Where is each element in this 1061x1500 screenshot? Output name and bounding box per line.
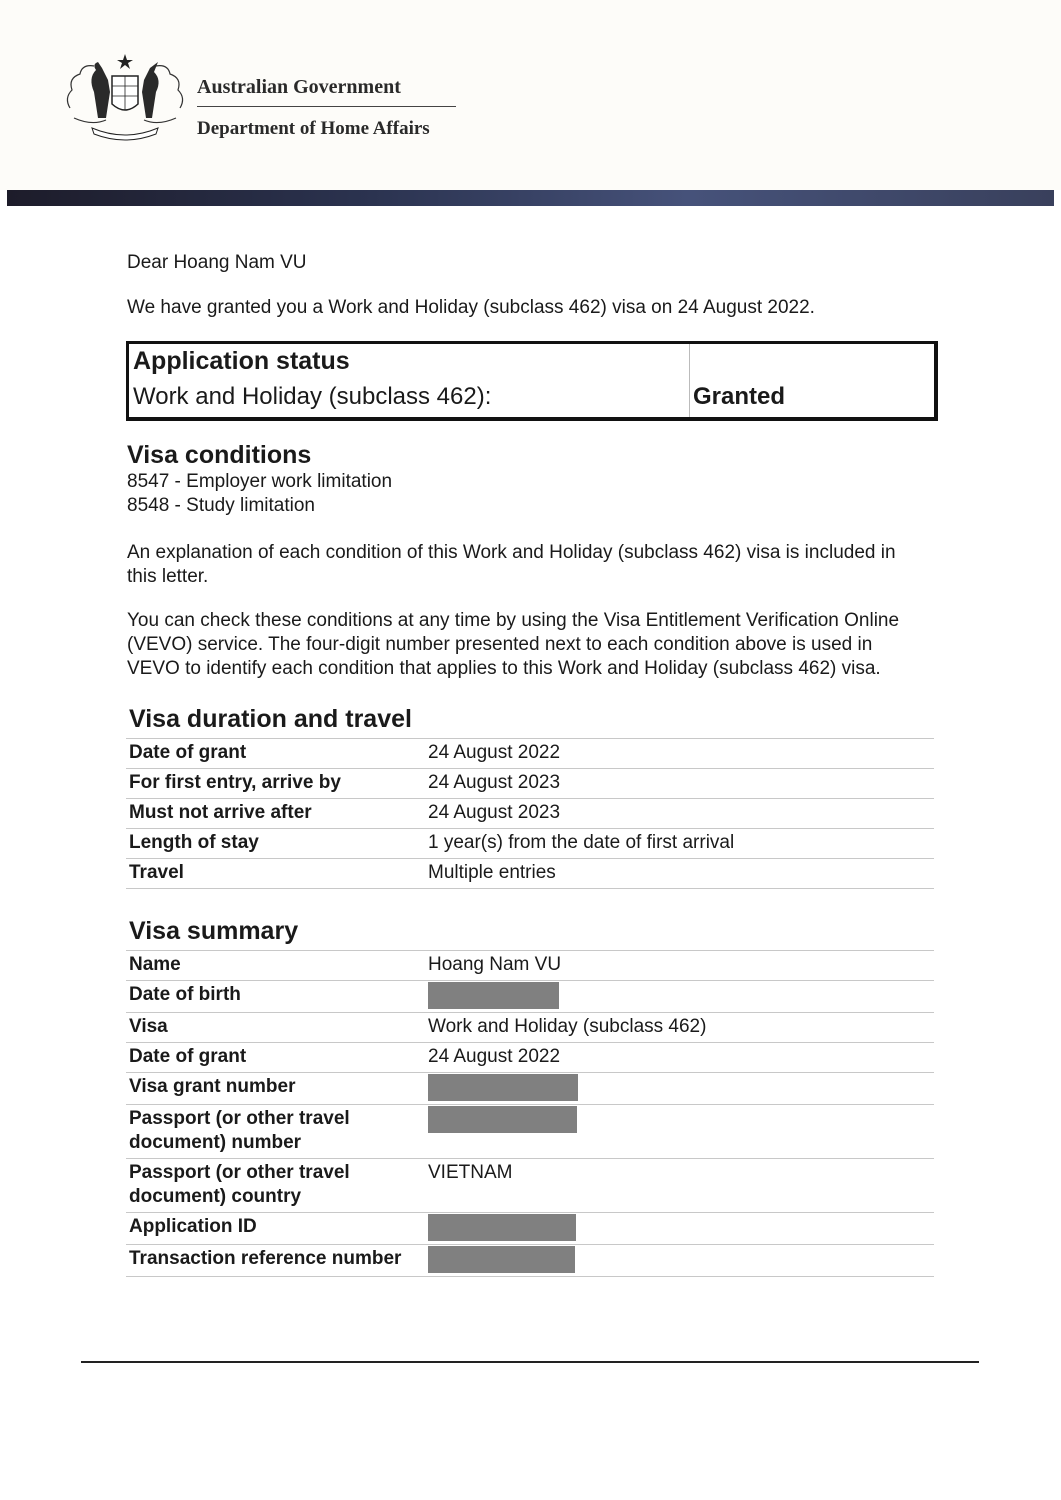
salutation: Dear Hoang Nam VU <box>127 252 307 273</box>
row-label <box>126 1105 425 1159</box>
row-value <box>425 1073 934 1105</box>
table-row <box>126 829 934 859</box>
row-label: Travel <box>126 859 425 889</box>
vevo-paragraph: You can check these conditions at any time by using the Visa Entitlement Verification Online <box>127 610 900 631</box>
row-label: Date of grant <box>126 739 425 769</box>
coat-of-arms-icon <box>62 48 188 144</box>
row-label: Transaction reference number <box>126 1245 425 1277</box>
row-value: VIETNAM <box>425 1159 934 1213</box>
header-band <box>7 190 1054 206</box>
redaction-block <box>428 1246 575 1273</box>
duration-heading: Visa duration and travel <box>129 705 412 733</box>
table-row <box>126 1043 934 1073</box>
application-status-box <box>126 341 938 421</box>
row-value: Hoang Nam VU <box>425 951 934 981</box>
row-value <box>425 1105 934 1159</box>
row-label: Visa grant number <box>126 1073 425 1105</box>
row-value: 24 August 2023 <box>425 799 934 829</box>
row-value: 24 August 2023 <box>425 769 934 799</box>
table-row <box>126 859 934 889</box>
table-row <box>126 951 934 981</box>
row-label: Date of grant <box>126 1043 425 1073</box>
row-label <box>126 1159 425 1213</box>
row-value <box>425 1213 934 1245</box>
header-divider <box>197 106 456 107</box>
row-label-line: Passport (or other travel <box>129 1108 350 1129</box>
department-name: Department of Home Affairs <box>197 118 430 139</box>
row-value <box>425 1245 934 1277</box>
row-value: 24 August 2022 <box>425 1043 934 1073</box>
status-value: Granted <box>693 383 786 410</box>
table-row <box>126 739 934 769</box>
conditions-explanation: this letter. <box>127 566 209 587</box>
conditions-explanation: An explanation of each condition of this Work and Holiday (subclass 462) visa is included in <box>127 542 896 563</box>
row-value <box>425 981 934 1013</box>
condition-item: 8547 - Employer work limitation <box>127 471 393 492</box>
government-name: Australian Government <box>197 76 401 98</box>
redaction-block <box>428 1214 576 1241</box>
row-label: Name <box>126 951 425 981</box>
table-row <box>126 1073 934 1105</box>
vevo-paragraph: VEVO to identify each condition that applies to this Work and Holiday (subclass 462) visa. <box>127 658 881 679</box>
table-row <box>126 1159 934 1213</box>
row-label: For first entry, arrive by <box>126 769 425 799</box>
table-row <box>126 981 934 1013</box>
summary-table <box>126 950 934 1277</box>
row-value: Work and Holiday (subclass 462) <box>425 1013 934 1043</box>
row-label-line: document) number <box>129 1132 302 1153</box>
row-label: Visa <box>126 1013 425 1043</box>
table-row <box>126 1013 934 1043</box>
redaction-block <box>428 982 559 1009</box>
row-value: 24 August 2022 <box>425 739 934 769</box>
redaction-block <box>428 1106 577 1133</box>
row-label-line: Passport (or other travel <box>129 1162 350 1183</box>
redaction-block <box>428 1074 578 1101</box>
vevo-paragraph: (VEVO) service. The four-digit number presented next to each condition above is used in <box>127 634 873 655</box>
row-value: 1 year(s) from the date of first arrival <box>425 829 934 859</box>
summary-heading: Visa summary <box>129 917 299 945</box>
footer-divider <box>81 1361 979 1363</box>
table-row <box>126 1245 934 1277</box>
grant-statement: We have granted you a Work and Holiday (subclass 462) visa on 24 August 2022. <box>127 297 815 318</box>
status-visa-type: Work and Holiday (subclass 462): <box>133 383 492 410</box>
table-row <box>126 1213 934 1245</box>
row-label: Date of birth <box>126 981 425 1013</box>
row-label: Application ID <box>126 1213 425 1245</box>
table-row <box>126 769 934 799</box>
row-label: Must not arrive after <box>126 799 425 829</box>
row-value: Multiple entries <box>425 859 934 889</box>
conditions-heading: Visa conditions <box>127 441 312 469</box>
letterhead <box>0 0 1061 190</box>
duration-table <box>126 738 934 889</box>
status-divider <box>689 344 690 417</box>
table-row <box>126 1105 934 1159</box>
status-heading: Application status <box>133 347 350 375</box>
row-label: Length of stay <box>126 829 425 859</box>
condition-item: 8548 - Study limitation <box>127 495 315 516</box>
row-label-line: document) country <box>129 1186 302 1207</box>
table-row <box>126 799 934 829</box>
